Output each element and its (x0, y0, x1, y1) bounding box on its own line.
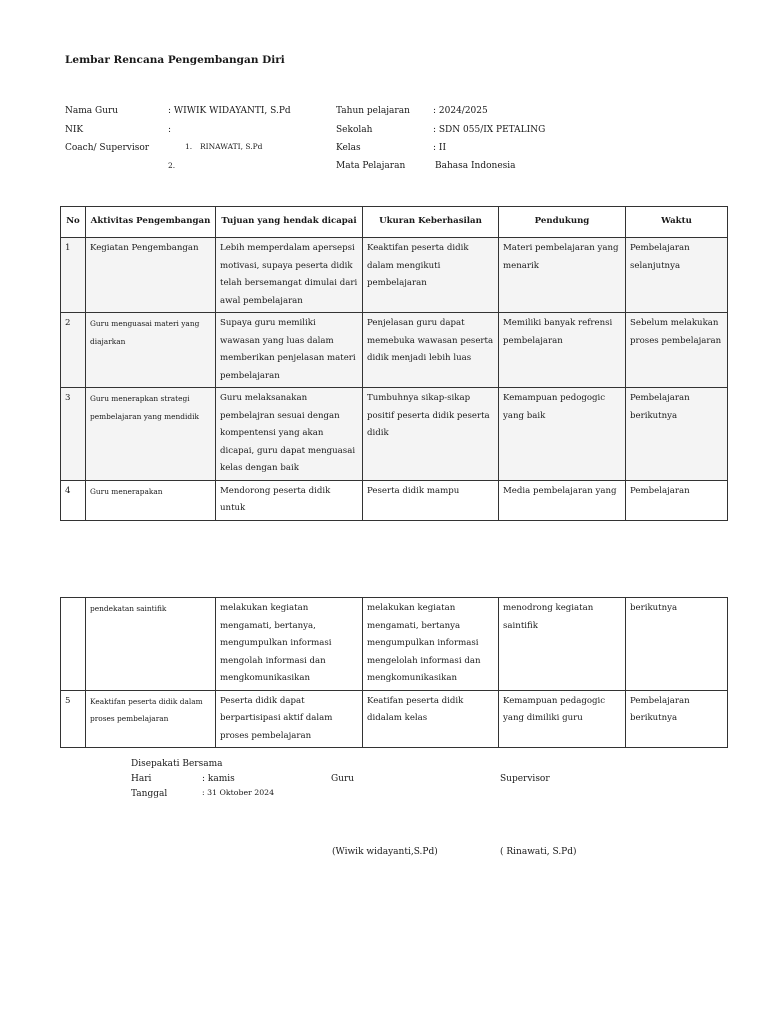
header-aktivitas: Aktivitas Pengembangan (86, 207, 216, 238)
table-row (61, 388, 728, 481)
cell-pendukung: Kemampuan pedagogic yang dimiliki guru (499, 690, 626, 748)
cell-tujuan: Supaya guru memiliki wawasan yang luas dalam memberikan penjelasan materi pembelajaran (216, 313, 363, 388)
kelas-label: Kelas (336, 143, 361, 153)
table-row (61, 238, 728, 313)
header-pendukung: Pendukung (499, 207, 626, 238)
coach-item1-name: RINAWATI, S.Pd (200, 142, 263, 151)
nama-guru-value: : WIWIK WIDAYANTI, S.Pd (168, 106, 291, 116)
nik-label: NIK (65, 125, 84, 135)
cell-aktivitas: Guru menerapakan (86, 480, 216, 520)
document-title: Lembar Rencana Pengembangan Diri (65, 54, 285, 66)
cell-ukuran: Peserta didik mampu (363, 480, 499, 520)
cell-pendukung: Materi pembelajaran yang menarik (499, 238, 626, 313)
sekolah-label: Sekolah (336, 125, 373, 135)
cell-pendukung: Kemampuan pedogogic yang baik (499, 388, 626, 481)
header-no: No (61, 207, 86, 238)
cell-ukuran: Keaktifan peserta didik dalam mengikuti pembelajaran (363, 238, 499, 313)
supervisor-signature-name: ( Rinawati, S.Pd) (500, 847, 577, 857)
cell-no: 5 (61, 690, 86, 748)
cell-tujuan: melakukan kegiatan mengamati, bertanya, mengumpulkan informasi mengolah informasi dan mengkomunikasikan (216, 598, 363, 691)
cell-aktivitas: Guru menguasai materi yang diajarkan (86, 313, 216, 388)
cell-aktivitas: pendekatan saintifik (86, 598, 216, 691)
cell-tujuan: Lebih memperdalam apersepsi motivasi, supaya peserta didik telah bersemangat dimulai dari awal pembelajaran (216, 238, 363, 313)
supervisor-label: Supervisor (500, 774, 550, 784)
cell-waktu: berikutnya (626, 598, 728, 691)
development-plan-table (60, 206, 728, 521)
development-plan-table-continued (60, 597, 728, 748)
cell-waktu: Pembelajaran berikutnya (626, 388, 728, 481)
cell-ukuran: Keatifan peserta didik didalam kelas (363, 690, 499, 748)
tanggal-value: : 31 Oktober 2024 (202, 788, 275, 797)
cell-no: 1 (61, 238, 86, 313)
coach-label: Coach/ Supervisor (65, 143, 150, 153)
header-waktu: Waktu (626, 207, 728, 238)
tanggal-label: Tanggal (131, 789, 168, 799)
coach-item2-number: 2. (168, 161, 176, 170)
cell-no: 3 (61, 388, 86, 481)
hari-value: : kamis (202, 774, 235, 784)
cell-ukuran: Tumbuhnya sikap-sikap positif peserta didik peserta didik (363, 388, 499, 481)
hari-label: Hari (131, 774, 152, 784)
nama-guru-label: Nama Guru (65, 106, 119, 116)
cell-aktivitas: Kegiatan Pengembangan (86, 238, 216, 313)
mapel-label: Mata Pelajaran (336, 161, 406, 171)
cell-tujuan: Mendorong peserta didik untuk (216, 480, 363, 520)
cell-no (61, 598, 86, 691)
cell-aktivitas: Keaktifan peserta didik dalam proses pembelajaran (86, 690, 216, 748)
cell-ukuran: melakukan kegiatan mengamati, bertanya mengumpulkan informasi mengelolah informasi dan mengkomunikasikan (363, 598, 499, 691)
cell-tujuan: Peserta didik dapat berpartisipasi aktif dalam proses pembelajaran (216, 690, 363, 748)
coach-item1-number: 1. (185, 142, 193, 151)
table-row (61, 690, 728, 748)
cell-pendukung: Memiliki banyak refrensi pembelajaran (499, 313, 626, 388)
table-header-row (61, 207, 728, 238)
guru-signature-name: (Wiwik widayanti,S.Pd) (332, 847, 438, 857)
cell-aktivitas: Guru menerapkan strategi pembelajaran yang mendidik (86, 388, 216, 481)
table-row (61, 313, 728, 388)
cell-no: 2 (61, 313, 86, 388)
mapel-value: Bahasa Indonesia (435, 161, 516, 171)
header-tujuan: Tujuan yang hendak dicapai (216, 207, 363, 238)
cell-tujuan: Guru melaksanakan pembelajran sesuai dengan kompentensi yang akan dicapai, guru dapat menguasai kelas dengan baik (216, 388, 363, 481)
tahun-value: : 2024/2025 (433, 106, 488, 116)
agreed-label: Disepakati Bersama (131, 759, 223, 769)
cell-pendukung: menodrong kegiatan saintifik (499, 598, 626, 691)
cell-pendukung: Media pembelajaran yang (499, 480, 626, 520)
cell-waktu: Pembelajaran selanjutnya (626, 238, 728, 313)
cell-waktu: Sebelum melakukan proses pembelajaran (626, 313, 728, 388)
cell-waktu: Pembelajaran berikutnya (626, 690, 728, 748)
sekolah-value: : SDN 055/IX PETALING (433, 125, 546, 135)
header-ukuran: Ukuran Keberhasilan (363, 207, 499, 238)
guru-label: Guru (331, 774, 355, 784)
cell-waktu: Pembelajaran (626, 480, 728, 520)
cell-ukuran: Penjelasan guru dapat memebuka wawasan peserta didik menjadi lebih luas (363, 313, 499, 388)
tahun-label: Tahun pelajaran (336, 106, 410, 116)
table-row (61, 598, 728, 691)
kelas-value: : II (433, 143, 447, 153)
cell-no: 4 (61, 480, 86, 520)
table-row (61, 480, 728, 520)
nik-value: : (168, 125, 172, 135)
